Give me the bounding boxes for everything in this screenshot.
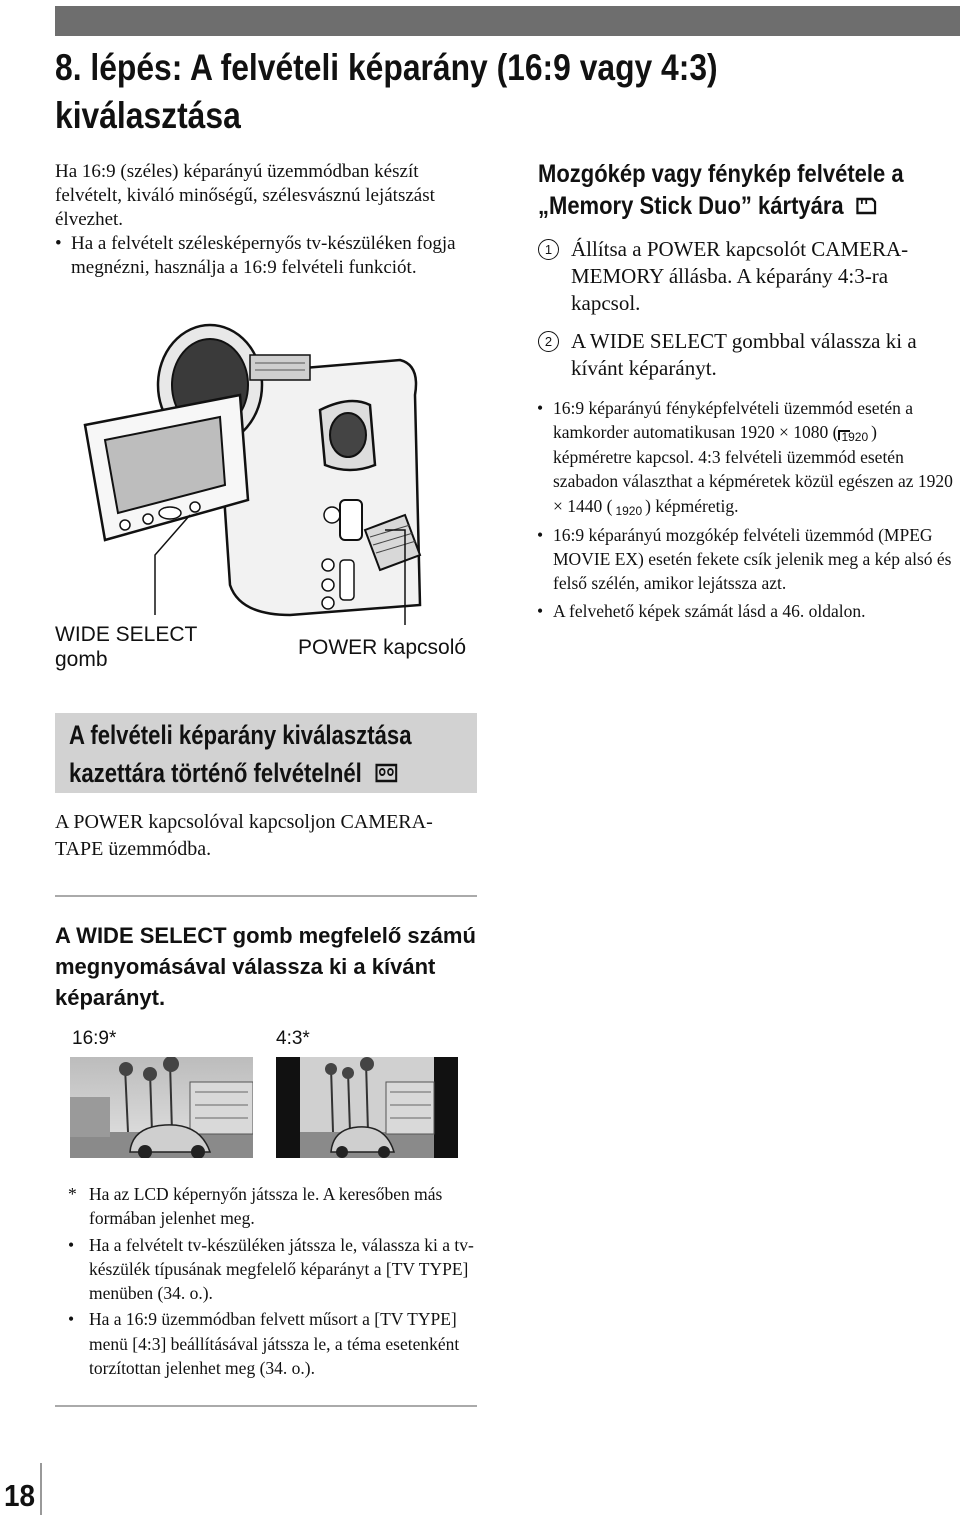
header-bar: [55, 6, 960, 36]
page-number: 18: [4, 1478, 36, 1513]
tape-heading-line2: kazettára történő felvételnél: [69, 758, 362, 788]
icon-text: 1920: [841, 430, 869, 445]
memory-stick-icon: [855, 195, 878, 217]
step-number: 2: [538, 331, 559, 352]
footnote-text: Ha az LCD képernyőn játssza le. A keresőben más formában jelenhet meg.: [89, 1184, 443, 1229]
wide-select-label-line2: gomb: [55, 648, 108, 671]
footnote-text: Ha a 16:9 üzemmódban felvett műsort a [TV TYPE] menü [4:3] beállításával játssza le, a téma esetenként torzítottan jelenhet meg (34. o.).: [89, 1309, 460, 1379]
tape-heading-line1: A felvételi képarány kiválasztása: [69, 720, 412, 750]
divider: [55, 895, 477, 897]
note-text: ) képméretre kapcsol. 4:3 felvételi üzemmód esetén szabadon választhat a képméretek közül egészen az 1920 × 1440 (: [553, 422, 953, 516]
footnotes: [68, 1182, 478, 1382]
wide-select-label-line1: WIDE SELECT: [55, 623, 198, 646]
footnote-mark: •: [68, 1234, 75, 1255]
note-text: ) képméretig.: [645, 495, 739, 516]
step-text: A WIDE SELECT gombbal válassza ki a kívánt képarányt.: [571, 329, 917, 380]
page-title-line1: 8. lépés: A felvételi képarány (16:9 vagy 4:3): [55, 47, 718, 88]
note-text: 16:9 képarányú fényképfelvételi üzemmód esetén a kamkorder automatikusan 1920 × 1080 (: [553, 398, 914, 443]
memory-heading-line2: „Memory Stick Duo” kártyára: [538, 192, 844, 220]
memory-heading-line1: Mozgókép vagy fénykép felvétele a: [538, 160, 904, 188]
bottom-divider: [55, 1405, 477, 1407]
memory-note-1: [537, 396, 957, 519]
step-1: [538, 236, 958, 326]
image-size-1920-icon: [612, 504, 645, 519]
page-title-line2: kiválasztása: [55, 95, 241, 136]
tape-heading-line2-row: [69, 754, 430, 792]
icon-text: 1920: [615, 503, 643, 518]
ratio-4-3-label: 4:3*: [276, 1028, 310, 1049]
step-2: [538, 328, 958, 384]
step-text: Állítsa a POWER kapcsolót CAMERA-MEMORY állásba. A képarány 4:3-ra kapcsol.: [571, 237, 909, 315]
footnote: [68, 1182, 478, 1231]
intro-paragraph: Ha 16:9 (széles) képarányú üzemmódban készít felvételt, kiváló minőségű, szélesvásznú lejátszást élvezhet.: [55, 161, 435, 230]
image-size-1920-icon: [838, 430, 871, 445]
photo-4-3: [276, 1057, 458, 1158]
camcorder-illustration: [70, 315, 470, 625]
tape-paragraph: A POWER kapcsolóval kapcsoljon CAMERA-TAPE üzemmódba.: [55, 811, 433, 860]
memory-note-3: • A felvehető képek számát lásd a 46. oldalon.: [537, 599, 957, 623]
footnote-mark: •: [68, 1309, 75, 1330]
page-margin-line: [40, 1463, 42, 1515]
memory-notes: [537, 396, 957, 627]
footnote: [68, 1307, 478, 1380]
memory-heading-line2-row: [538, 190, 908, 222]
memory-section-heading: [538, 158, 908, 222]
wide-select-label: [55, 622, 197, 672]
footnote-mark: *: [68, 1184, 77, 1204]
footnote-text: Ha a felvételt tv-készüléken játssza le, válassza ki a tv-készülék típusának megfelelő képarányt a [TV TYPE] menüben (34. o.).: [89, 1234, 474, 1304]
instruction-text: A WIDE SELECT gomb megfelelő számú megnyomásával válassza ki a kívánt képarányt.: [55, 923, 476, 1010]
step-number: 1: [538, 239, 559, 260]
footnote: [68, 1233, 478, 1306]
ratio-16-9-label: 16:9*: [72, 1028, 117, 1049]
intro-text: [55, 160, 485, 280]
intro-bullet: • Ha a felvételt szélesképernyős tv-készüléken fogja megnézni, használja a 16:9 felvételi funkciót.: [55, 232, 485, 280]
page-title: [55, 44, 812, 140]
cassette-icon: [375, 762, 398, 784]
photo-16-9: [70, 1057, 253, 1158]
tape-section-heading: [55, 713, 477, 793]
power-switch-label: POWER kapcsoló: [298, 636, 467, 659]
memory-note-2: • 16:9 képarányú mozgókép felvételi üzemmód (MPEG MOVIE EX) esetén fekete csík jelenik meg a kép alsó és felső szélén, amikor lejátssza azt.: [537, 523, 957, 596]
